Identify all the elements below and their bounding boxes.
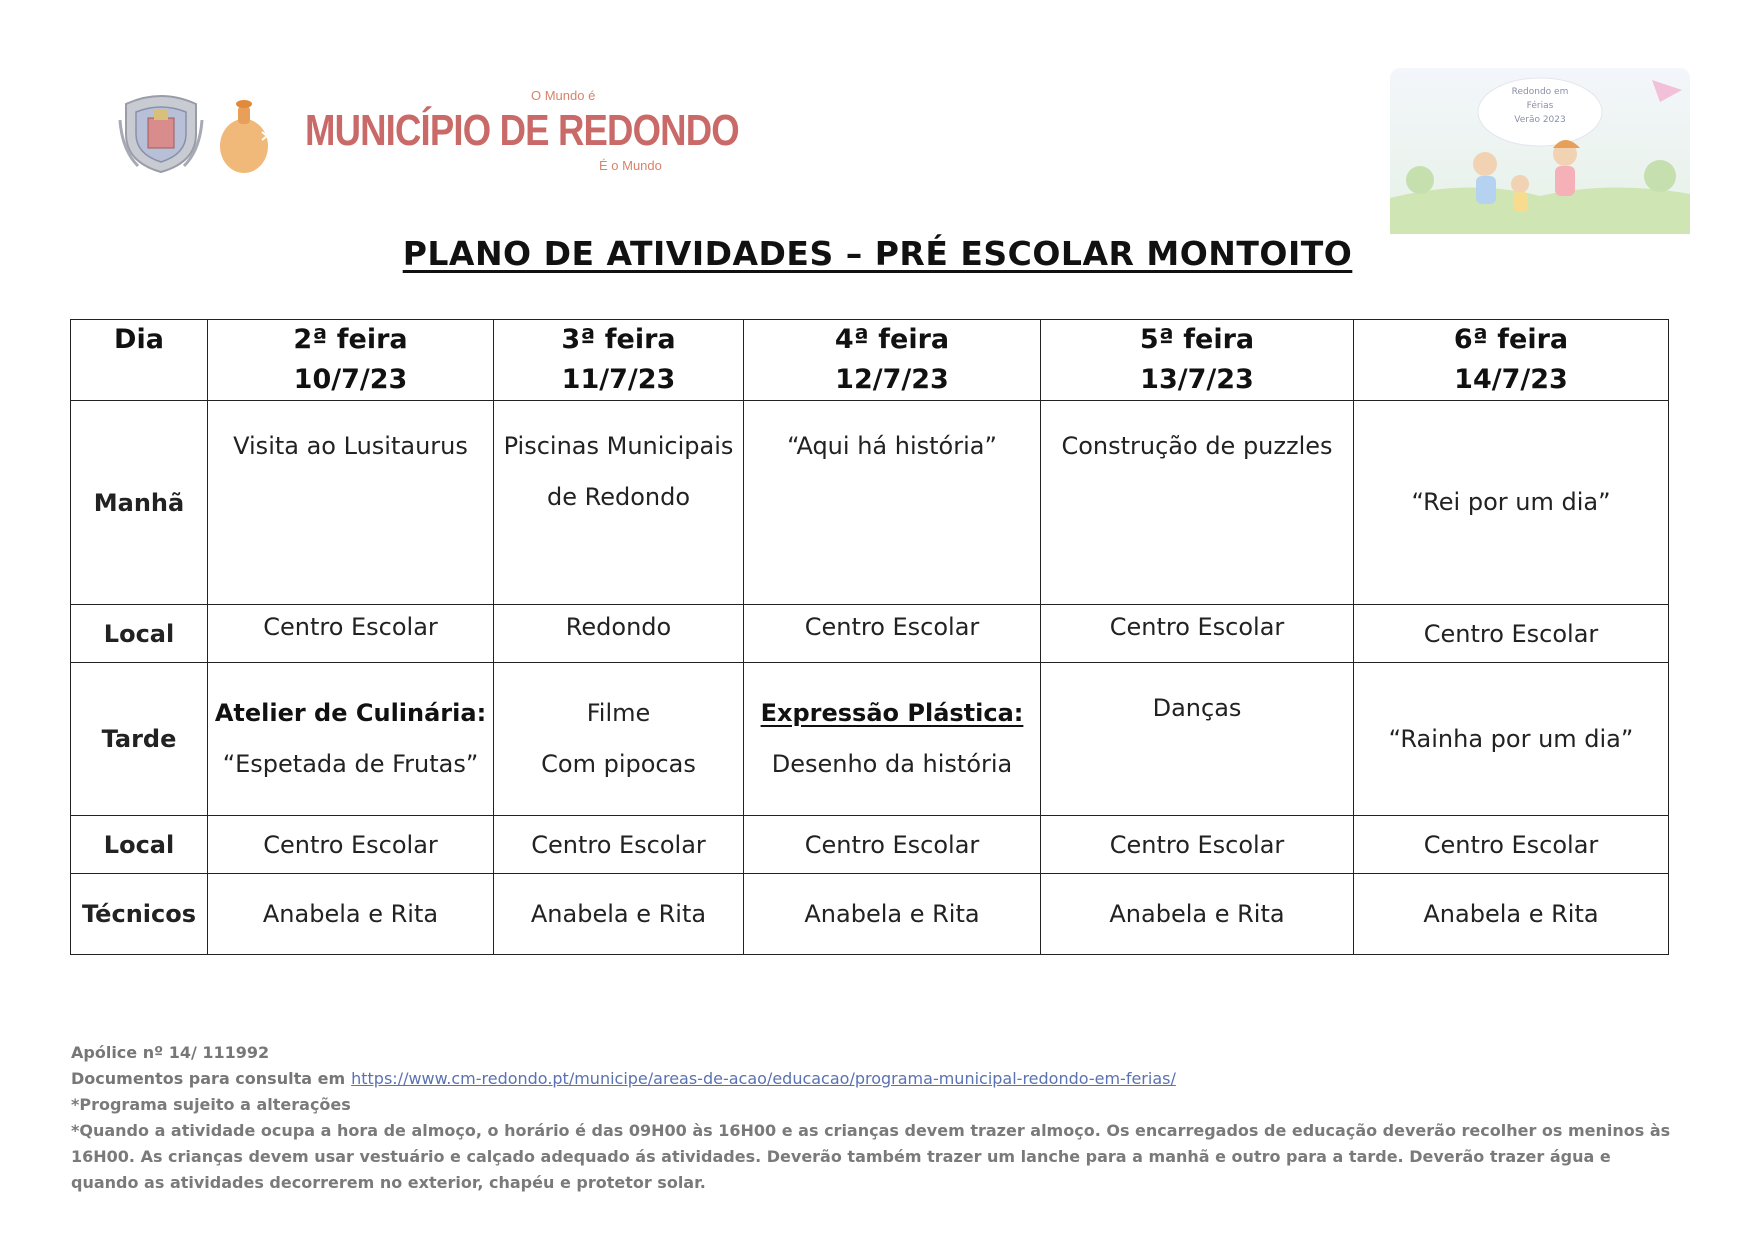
location-cell: Centro Escolar (208, 816, 494, 874)
activity-line: “Aqui há história” (787, 432, 997, 460)
row-label-tecnicos: Técnicos (71, 874, 208, 955)
brand-name: MUNICÍPIO DE REDONDO (305, 106, 739, 155)
municipality-brand (305, 88, 739, 180)
location-cell: Centro Escolar (1041, 816, 1354, 874)
day-name: 3ª feira (561, 324, 676, 355)
afternoon-activity-cell (744, 663, 1041, 816)
activity-line: Com pipocas (541, 750, 696, 778)
technicians-row (71, 874, 1669, 955)
municipal-crest-logo (118, 90, 204, 174)
corner-label: Dia (114, 324, 164, 355)
brand-tagline-top: O Mundo é (531, 88, 596, 103)
morning-activity-cell (1354, 401, 1669, 605)
day-name: 6ª feira (1453, 324, 1569, 355)
day-name: 4ª feira (834, 324, 950, 355)
illustration-text-2: Férias (1526, 101, 1554, 111)
technicians-cell: Anabela e Rita (208, 874, 494, 955)
day-header (494, 320, 744, 401)
day-date: 12/7/23 (835, 364, 949, 395)
afternoon-row (71, 663, 1669, 816)
documents-link[interactable]: https://www.cm-redondo.pt/municipe/areas-de-acao/educacao/programa-municipal-redondo-em-ferias/ (351, 1069, 1176, 1088)
location-cell: Centro Escolar (744, 605, 1041, 663)
documents-line (71, 1066, 1671, 1092)
morning-row (71, 401, 1669, 605)
corner-header (71, 320, 208, 401)
activity-heading: Atelier de Culinária: (214, 699, 487, 727)
location-cell: Centro Escolar (494, 816, 744, 874)
row-label-local: Local (71, 605, 208, 663)
afternoon-activity-cell (208, 663, 494, 816)
row-label-manha: Manhã (71, 401, 208, 605)
activity-line: de Redondo (546, 483, 691, 511)
day-date: 10/7/23 (293, 364, 408, 395)
footer-notes (71, 1040, 1671, 1196)
illustration-text-3: Verão 2023 (1514, 115, 1566, 125)
location-cell: Centro Escolar (1354, 816, 1669, 874)
afternoon-activity-cell (1041, 663, 1354, 816)
day-header (1354, 320, 1669, 401)
day-date: 11/7/23 (561, 364, 676, 395)
day-name: 2ª feira (293, 324, 408, 355)
page-title: PLANO DE ATIVIDADES – PRÉ ESCOLAR MONTOITO (402, 234, 1353, 273)
activity-line: Construção de puzzles (1061, 432, 1333, 460)
afternoon-location-row (71, 816, 1669, 874)
day-date: 14/7/23 (1454, 364, 1568, 395)
documents-label: Documentos para consulta em (71, 1069, 346, 1088)
morning-location-row (71, 605, 1669, 663)
technicians-cell: Anabela e Rita (1354, 874, 1669, 955)
activity-line: Visita ao Lusitaurus (233, 432, 468, 460)
summer-holidays-illustration (1390, 68, 1690, 234)
program-subject-note: *Programa sujeito a alterações (71, 1095, 351, 1114)
activity-line: “Espetada de Frutas” (222, 750, 479, 778)
activity-plan-table (70, 319, 1669, 955)
location-cell: Centro Escolar (1041, 605, 1354, 663)
insurance-policy: Apólice nº 14/ 111992 (71, 1043, 270, 1062)
lunch-schedule-note: *Quando a atividade ocupa a hora de almoço, o horário é das 09H00 às 16H00 e as crianças devem trazer almoço. Os encarregados de educação deverão recolher os meninos às 16H00. As crianças devem usar vestuário e calçado adequado ás atividades. Deverão também trazer um lanche para a manhã e outro para a tarde. Deverão trazer água e quando as atividades decorrerem no exterior, chapéu e protetor solar. (71, 1121, 1671, 1192)
activity-line: “Rainha por um dia” (1388, 724, 1634, 753)
technicians-cell: Anabela e Rita (1041, 874, 1354, 955)
clay-jug-logo (218, 92, 276, 176)
activity-line: Filme (586, 699, 651, 727)
activity-line: Danças (1152, 694, 1242, 722)
day-name: 5ª feira (1139, 324, 1255, 355)
morning-activity-cell (208, 401, 494, 605)
afternoon-activity-cell (1354, 663, 1669, 816)
activity-line: Desenho da história (771, 750, 1013, 778)
location-cell: Centro Escolar (1354, 605, 1669, 663)
location-cell: Centro Escolar (744, 816, 1041, 874)
illustration-text-1: Redondo em (1511, 87, 1569, 97)
morning-activity-cell (494, 401, 744, 605)
technicians-cell: Anabela e Rita (744, 874, 1041, 955)
technicians-cell: Anabela e Rita (494, 874, 744, 955)
location-cell: Redondo (494, 605, 744, 663)
morning-activity-cell (1041, 401, 1354, 605)
day-header (208, 320, 494, 401)
activity-line: “Rei por um dia” (1411, 488, 1611, 516)
row-label-local: Local (71, 816, 208, 874)
day-header (744, 320, 1041, 401)
morning-activity-cell (744, 401, 1041, 605)
row-label-tarde: Tarde (71, 663, 208, 816)
brand-tagline-bottom: É o Mundo (599, 158, 662, 173)
day-date: 13/7/23 (1140, 364, 1254, 395)
location-cell: Centro Escolar (208, 605, 494, 663)
activity-line: Piscinas Municipais (503, 432, 734, 460)
day-header (1041, 320, 1354, 401)
activity-heading: Expressão Plástica: (760, 699, 1024, 727)
afternoon-activity-cell (494, 663, 744, 816)
table-header-row (71, 320, 1669, 401)
